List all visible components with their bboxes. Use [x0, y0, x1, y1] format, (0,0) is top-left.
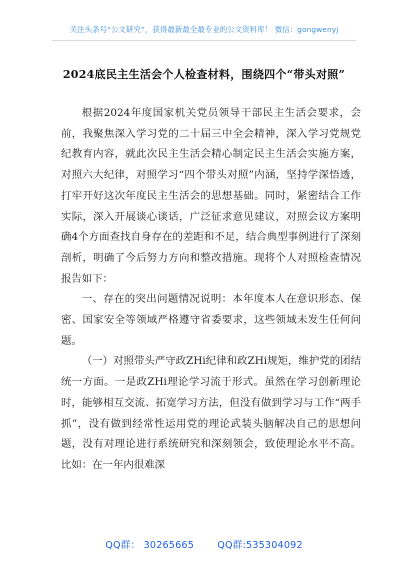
- header-divider: [52, 40, 356, 41]
- document-title: 2024底民主生活会个人检查材料，围绕四个“带头对照”: [62, 68, 346, 81]
- paragraph-section-one: 一、存在的突出问题情况说明：本年度本人在意识形态、保密、国家安全等领域严格遵守省委要求，这些领域未发生任何问题。: [61, 293, 361, 347]
- document-body: [61, 103, 361, 476]
- header-note: 关注头条号“公文研究”，获得最新最全最专业的公文资料库！ 微信：gongwenyj: [69, 25, 339, 34]
- footer-contact: [0, 537, 408, 551]
- footer-qq-left: QQ群： 30265665: [105, 540, 195, 551]
- paragraph-subsection-one: （一）对照带头严守政ZHi纪律和政ZHi规矩，维护党的团结统一方面。一是政ZHi理论学习流于形式。虽然在学习创新理论时，能够相互交流、拓宽学习方法，但没有做到学习与工作“两手抓”，没有做到经常性运用党的理论武装头脑解决自己的思想问题，没有对理论进行系统研究和深刻领会，致使理论水平不高。比如：在一年内很难深: [61, 355, 361, 471]
- paragraph-intro: 根据2024年度国家机关党员领导干部民主生活会要求，会前，我聚焦深入学习党的二十届三中全会精神，深入学习党规党纪教育内容，就此次民主生活会精心制定民主生活会实施方案，对照六大纪律，对照学习“四个带头对照”内涵，坚持学深悟透，打牢开好这次年度民主生活会的思想基础。同时，紧密结合工作实际，深入开展谈心谈话，广泛征求意见建议，对照会议方案明确4个方面查找自身存在的差距和不足，结合典型事例进行了深刻剖析，明确了今后努力方向和整改措施。现将个人对照检查情况报告如下：: [61, 107, 361, 285]
- footer-qq-right: QQ群:535304092: [217, 540, 303, 551]
